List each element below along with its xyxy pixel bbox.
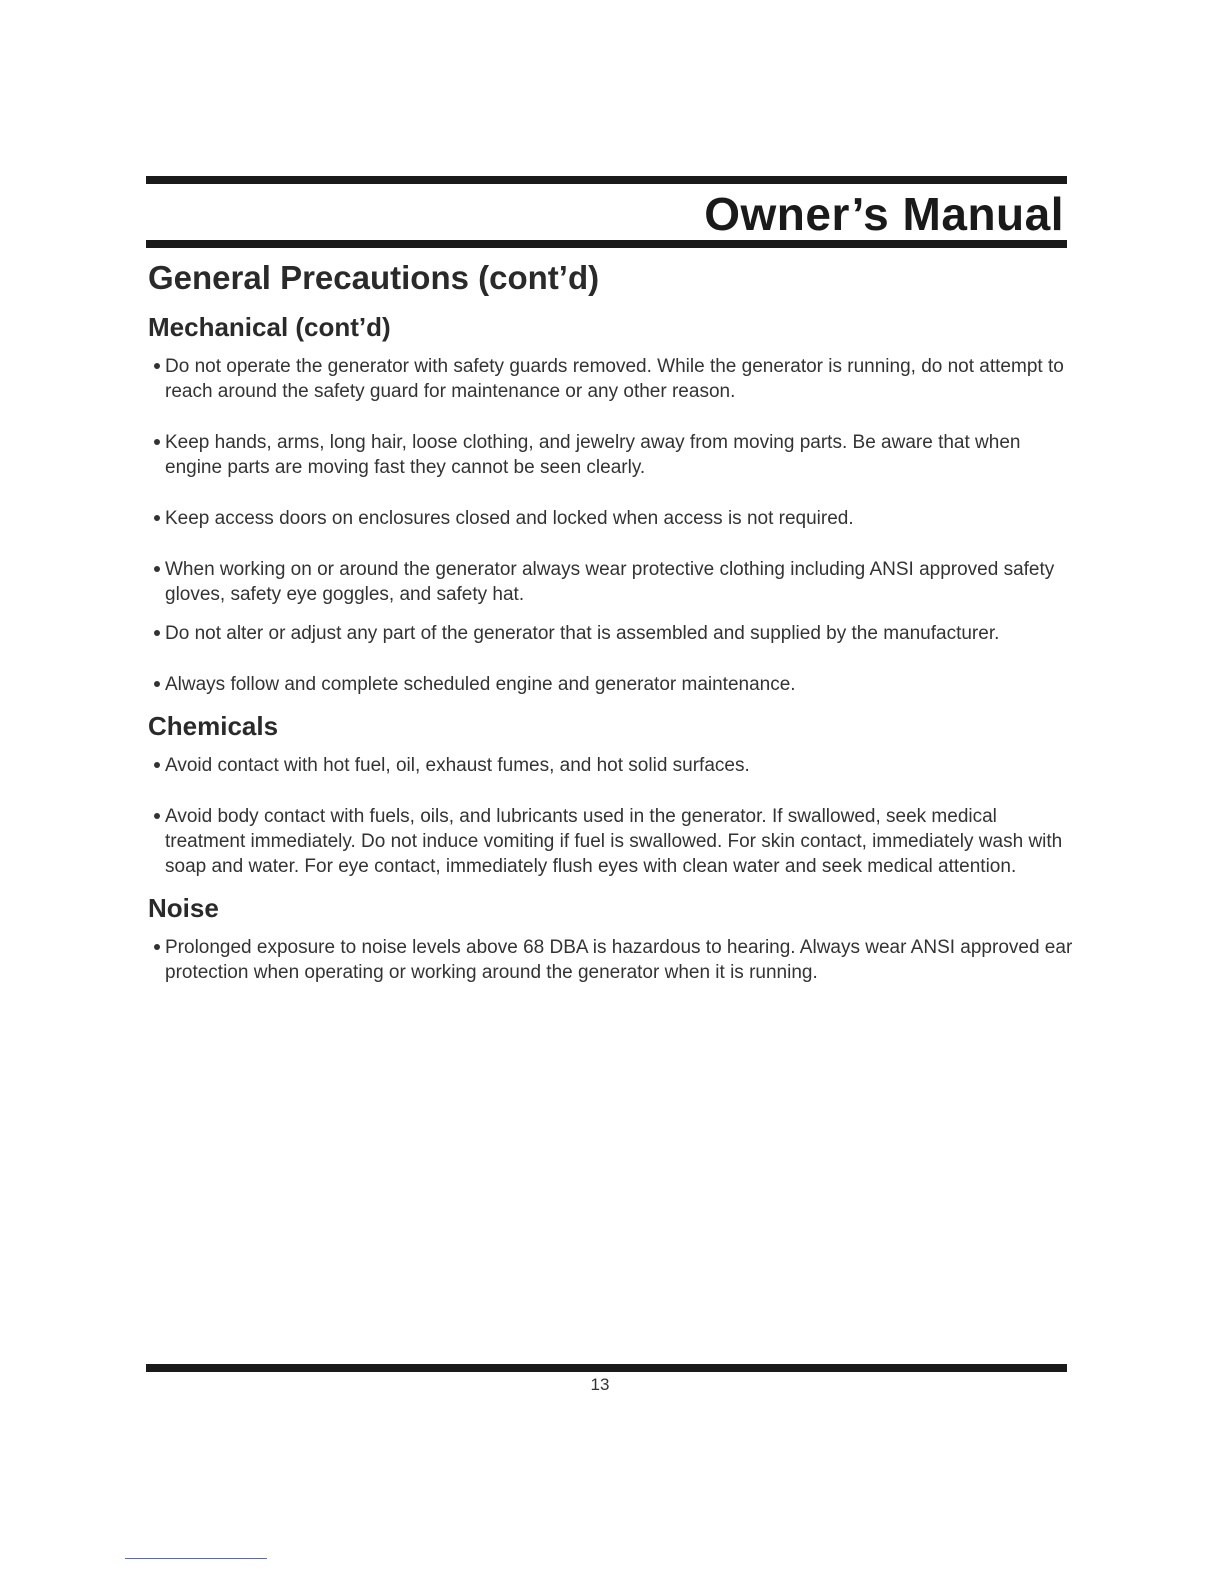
- header-top-rule: [146, 176, 1067, 184]
- bullet-icon: [154, 439, 160, 445]
- section-heading-mechanical: Mechanical (cont’d): [148, 312, 391, 342]
- bullet-icon: [154, 630, 160, 636]
- page-heading: General Precautions (cont’d): [148, 259, 600, 296]
- section-heading-chemicals: Chemicals: [148, 711, 279, 741]
- bullet-icon: [154, 515, 160, 521]
- bullet-icon: [154, 566, 160, 572]
- list-item: Prolonged exposure to noise levels above 68 DBA is hazardous to hearing. Always wear ANSI approved ear protection when operating or working around the generator when it is running.: [148, 935, 1078, 985]
- section-heading-noise: Noise: [148, 893, 219, 923]
- list-item: Do not operate the generator with safety guards removed. While the generator is running, do not attempt to reach around the safety guard for maintenance or any other reason.: [148, 354, 1078, 404]
- list-item: Avoid contact with hot fuel, oil, exhaust fumes, and hot solid surfaces.: [148, 753, 1078, 778]
- bullet-icon: [154, 363, 160, 369]
- footer-rule: [146, 1364, 1067, 1372]
- footer-link-line: [125, 1558, 267, 1559]
- list-item: Do not alter or adjust any part of the generator that is assembled and supplied by the manufacturer.: [148, 621, 1078, 646]
- list-item: Keep access doors on enclosures closed and locked when access is not required.: [148, 506, 1078, 531]
- bullet-icon: [154, 762, 160, 768]
- list-item: Avoid body contact with fuels, oils, and lubricants used in the generator. If swallowed, seek medical treatment immediately. Do not induce vomiting if fuel is swallowed. For skin contact, immediately wash with soap and water. For eye contact, immediately flush eyes with clean water and seek medical attention.: [148, 804, 1078, 879]
- page-content: [148, 256, 1078, 997]
- manual-title: Owner’s Manual: [704, 188, 1064, 240]
- list-item: Always follow and complete scheduled engine and generator maintenance.: [148, 672, 1078, 697]
- bullet-icon: [154, 944, 160, 950]
- page-number: 13: [590, 1375, 610, 1394]
- bullet-icon: [154, 681, 160, 687]
- chemicals-list: [148, 753, 1078, 879]
- header-bottom-rule: [146, 240, 1067, 248]
- list-item: Keep hands, arms, long hair, loose clothing, and jewelry away from moving parts. Be aware that when engine parts are moving fast they cannot be seen clearly.: [148, 430, 1078, 480]
- list-item: When working on or around the generator always wear protective clothing including ANSI approved safety gloves, safety eye goggles, and safety hat.: [148, 557, 1078, 607]
- mechanical-list: [148, 354, 1078, 697]
- noise-list: [148, 935, 1078, 985]
- bullet-icon: [154, 813, 160, 819]
